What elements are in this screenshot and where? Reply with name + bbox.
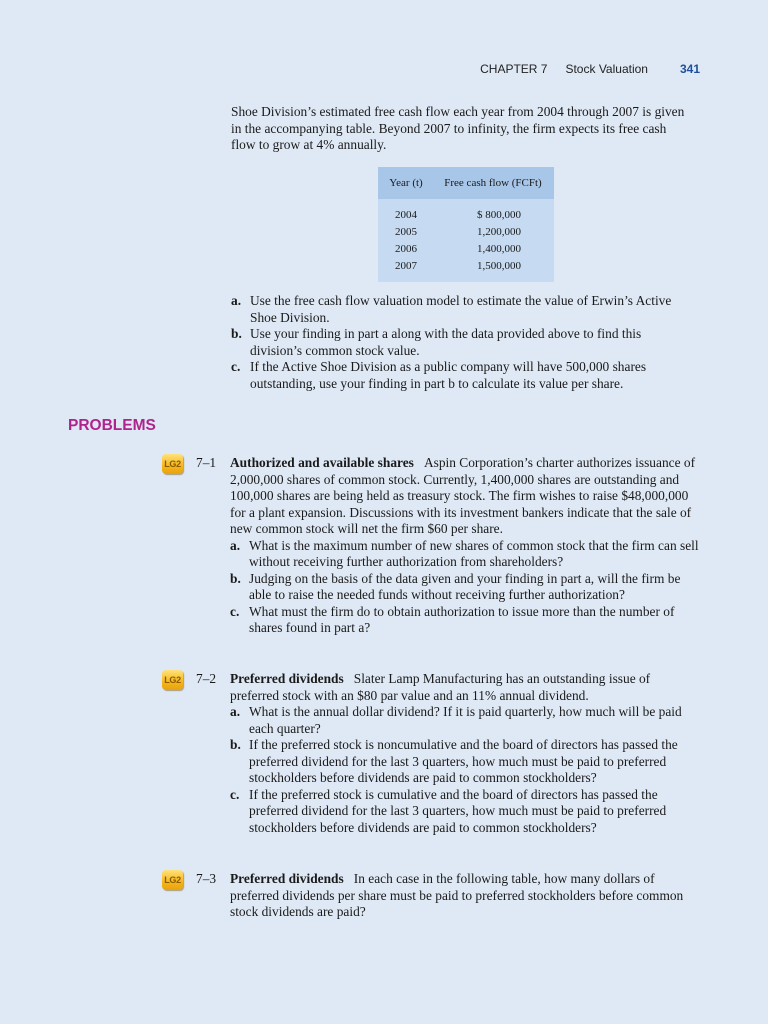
problem-statement (230, 871, 702, 921)
problem-text: In each case in the following table, how many dollars of preferred dividends per share must be paid to preferred stockholders before common stock dividends are paid? (230, 871, 684, 919)
item-text: Judging on the basis of the data given and your finding in part a, will the firm be able to raise the needed funds without receiving further authorization? (249, 570, 681, 602)
table-row (378, 223, 554, 240)
item-label: b. (231, 326, 242, 341)
item-label: a. (230, 537, 241, 553)
chapter-label: CHAPTER 7 (480, 62, 548, 76)
running-head (480, 62, 700, 76)
item-text: What is the annual dollar dividend? If it is paid quarterly, how much will be paid each quarter? (249, 704, 682, 736)
cell-year: 2004 (395, 208, 417, 221)
page-number: 341 (679, 62, 700, 76)
problem-statement (230, 455, 702, 538)
problem-number: 7–3 (196, 871, 217, 886)
problem-7-2 (160, 671, 702, 836)
header-fcf: Free cash flow (FCFt) (444, 177, 542, 189)
item-label: a. (231, 293, 242, 308)
problem-statement (230, 671, 702, 704)
cell-fcf: 1,500,000 (477, 259, 521, 272)
intro-text: Shoe Division’s estimated free cash flow each year from 2004 through 2007 is given in the accompanying table. Beyond 2007 to infinity, the firm expects its free cash flow to grow at 4% annually. (231, 104, 685, 152)
list-item (231, 326, 693, 359)
learning-goal-badge: LG2 (162, 670, 183, 690)
list-item (231, 293, 693, 326)
list-item (230, 787, 702, 837)
table-row (378, 257, 554, 274)
learning-goal-badge: LG2 (162, 454, 183, 474)
item-label: a. (230, 704, 241, 719)
problem-number: 7–2 (196, 671, 217, 686)
item-label: c. (230, 786, 240, 802)
cell-year: 2005 (395, 225, 417, 238)
fcf-table (378, 167, 554, 282)
table-row (378, 240, 554, 257)
item-text: Use the free cash flow valuation model to estimate the value of Erwin’s Active Shoe Division. (250, 293, 672, 325)
item-label: c. (230, 603, 240, 619)
problem-title: Preferred dividends (230, 871, 344, 886)
cell-fcf: $ 800,000 (477, 208, 521, 221)
item-text: If the preferred stock is noncumulative and the board of directors has passed the preferred dividend for the last 3 quarters, how much must be paid to preferred stockholders before dividends are paid to common stockholders? (249, 737, 678, 785)
header-year: Year (t) (389, 177, 423, 189)
fcf-table-header (378, 167, 554, 199)
table-row (378, 206, 554, 223)
item-text: What must the firm do to obtain authorization to issue more than the number of shares found in part a? (249, 603, 675, 635)
fcf-table-body (378, 199, 554, 282)
item-text: If the Active Shoe Division as a public company will have 500,000 shares outstanding, use your finding in part b to calculate its value per share. (250, 359, 647, 391)
learning-goal-badge: LG2 (162, 870, 183, 890)
intro-paragraph (231, 104, 691, 154)
problem-items (230, 704, 702, 836)
item-text: Use your finding in part a along with the data provided above to find this division’s common stock value. (250, 326, 642, 358)
cell-fcf: 1,400,000 (477, 242, 521, 255)
item-text: What is the maximum number of new shares of common stock that the firm can sell without receiving further authorization from shareholders? (249, 537, 699, 569)
item-label: b. (230, 570, 241, 586)
intro-items (231, 293, 693, 392)
cell-year: 2007 (395, 259, 417, 272)
problems-heading: PROBLEMS (68, 417, 156, 434)
list-item (230, 538, 702, 571)
list-item (231, 359, 693, 392)
list-item (230, 737, 702, 787)
problem-text: Aspin Corporation’s charter authorizes issuance of 2,000,000 shares of common stock. Currently, 1,400,000 shares are outstanding and 100,000 shares are being held as treasury stock. The firm wishes to raise $48,000,000 for a plant expansion. Discussions with its investment bankers indicate that the sale of new common stock will net the firm $60 per share. (230, 455, 696, 536)
item-label: c. (231, 359, 241, 374)
problem-7-1 (160, 455, 702, 637)
list-item (230, 604, 702, 637)
problem-text: Slater Lamp Manufacturing has an outstanding issue of preferred stock with an $80 par value and an 11% annual dividend. (230, 671, 651, 703)
problem-title: Authorized and available shares (230, 455, 414, 470)
problem-items (230, 538, 702, 637)
list-item (230, 704, 702, 737)
item-label: b. (230, 737, 241, 752)
problem-number: 7–1 (196, 455, 217, 470)
cell-fcf: 1,200,000 (477, 225, 521, 238)
list-item (230, 571, 702, 604)
cell-year: 2006 (395, 242, 417, 255)
problem-7-3 (160, 871, 702, 921)
problem-title: Preferred dividends (230, 671, 344, 686)
item-text: If the preferred stock is cumulative and the board of directors has passed the preferred dividend for the last 3 quarters, how much must be paid to preferred stockholders before dividends are paid to common stockholders? (249, 786, 667, 835)
chapter-title: Stock Valuation (565, 62, 648, 76)
